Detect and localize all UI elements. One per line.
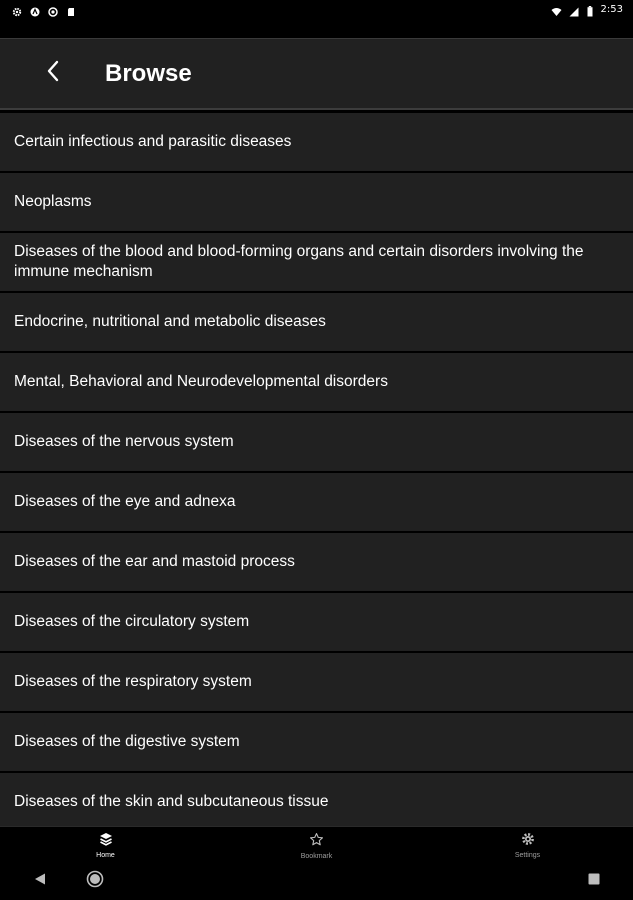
list-item[interactable] xyxy=(0,113,633,171)
status-time: 2:53 xyxy=(600,3,623,15)
status-bar xyxy=(0,0,633,18)
tab-bookmark[interactable] xyxy=(211,827,422,862)
home-circle-icon xyxy=(86,870,104,893)
list-item-label: Mental, Behavioral and Neurodevelopmental disorders xyxy=(14,373,388,390)
list-item[interactable] xyxy=(0,173,633,231)
chevron-left-icon xyxy=(46,60,60,87)
tab-home[interactable] xyxy=(0,827,211,862)
settings-icon xyxy=(12,4,22,14)
wifi-icon xyxy=(551,4,561,14)
recents-square-icon xyxy=(588,872,600,890)
status-bar-left xyxy=(12,4,76,14)
tab-home-label: Home xyxy=(96,852,115,859)
system-nav-bar xyxy=(0,862,633,900)
list-item-label: Endocrine, nutritional and metabolic diseases xyxy=(14,313,326,330)
system-recents-button[interactable] xyxy=(585,872,603,890)
system-back-button[interactable] xyxy=(31,872,49,890)
list-item[interactable] xyxy=(0,593,633,651)
cell-signal-icon xyxy=(569,4,579,14)
list-item[interactable] xyxy=(0,233,633,291)
list-item[interactable] xyxy=(0,533,633,591)
list-item-label: Diseases of the skin and subcutaneous tissue xyxy=(14,793,329,810)
list-item[interactable] xyxy=(0,413,633,471)
list-item-label: Diseases of the digestive system xyxy=(14,733,240,750)
list-item-label: Diseases of the respiratory system xyxy=(14,673,252,690)
bottom-nav xyxy=(0,826,633,862)
list-item[interactable] xyxy=(0,653,633,711)
circle-notification-icon xyxy=(48,4,58,14)
status-bar-right xyxy=(551,4,623,15)
list-item-label: Certain infectious and parasitic diseases xyxy=(14,133,292,150)
list-item-label: Diseases of the nervous system xyxy=(14,433,234,450)
gear-icon xyxy=(521,832,535,851)
tab-bookmark-label: Bookmark xyxy=(300,852,333,860)
list-item-label: Diseases of the ear and mastoid process xyxy=(14,553,295,570)
list-item-label: Diseases of the eye and adnexa xyxy=(14,493,236,510)
list-item[interactable] xyxy=(0,293,633,351)
list-item[interactable] xyxy=(0,353,633,411)
back-button[interactable] xyxy=(33,54,73,94)
back-triangle-icon xyxy=(33,872,47,891)
list-item-label: Neoplasms xyxy=(14,193,92,210)
app-bar xyxy=(0,38,633,110)
tab-settings-label: Settings xyxy=(514,852,541,859)
app-notification-icon xyxy=(30,4,40,14)
list-item-label: Diseases of the circulatory system xyxy=(14,613,250,630)
category-list[interactable] xyxy=(0,113,633,826)
page-title: Browse xyxy=(105,59,192,87)
sd-card-icon xyxy=(66,4,76,14)
tab-settings[interactable] xyxy=(422,827,633,862)
list-item[interactable] xyxy=(0,473,633,531)
battery-icon xyxy=(587,4,593,14)
list-item[interactable] xyxy=(0,773,633,826)
list-item[interactable] xyxy=(0,713,633,771)
system-home-button[interactable] xyxy=(86,872,104,890)
star-icon xyxy=(309,832,324,852)
list-item-label: Diseases of the blood and blood-forming organs and certain disorders involving the immune mechanism xyxy=(14,243,584,280)
layers-icon xyxy=(99,832,113,851)
